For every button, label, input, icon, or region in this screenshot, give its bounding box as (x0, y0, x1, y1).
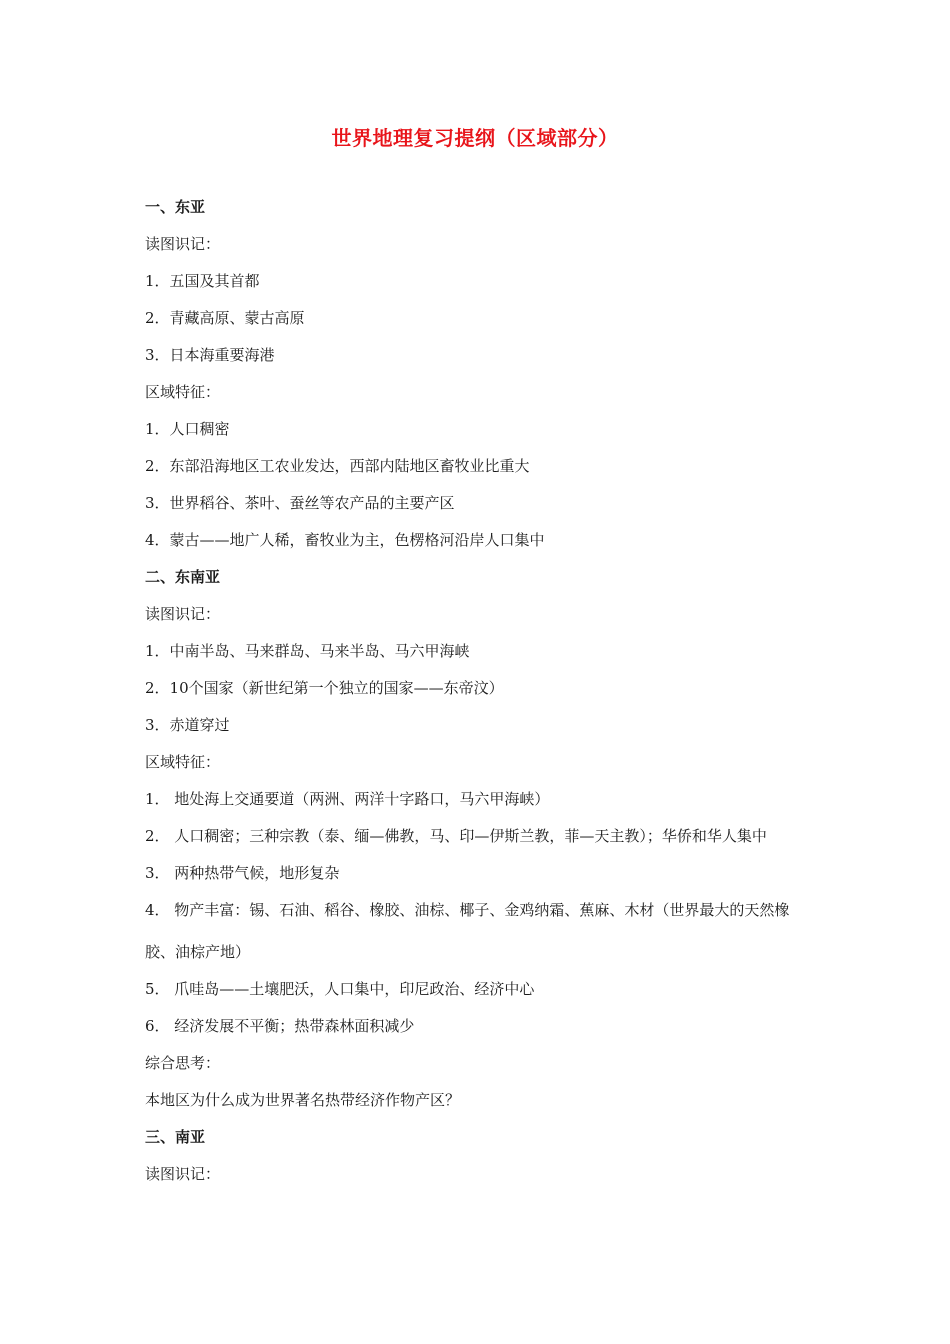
list-item: 1．五国及其首都 (145, 272, 260, 290)
list-item: 1． 地处海上交通要道（两洲、两洋十字路口，马六甲海峡） (145, 790, 550, 808)
document-title: 世界地理复习提纲（区域部分） (331, 126, 619, 150)
think-question: 本地区为什么成为世界著名热带经济作物产区？ (145, 1091, 461, 1109)
map-label: 读图识记： (145, 235, 221, 253)
map-label: 读图识记： (145, 605, 221, 623)
list-item: 2．青藏高原、蒙古高原 (145, 309, 305, 327)
list-item: 2．东部沿海地区工农业发达，西部内陆地区畜牧业比重大 (145, 457, 530, 475)
document-body (145, 196, 805, 1200)
list-item: 3．世界稻谷、茶叶、蚕丝等农产品的主要产区 (145, 494, 455, 512)
list-item: 4．蒙古——地广人稀，畜牧业为主，色楞格河沿岸人口集中 (145, 531, 545, 549)
map-label: 读图识记： (145, 1165, 221, 1183)
list-item: 3．日本海重要海港 (145, 346, 275, 364)
list-item: 1．人口稠密 (145, 420, 230, 438)
list-item: 3． 两种热带气候，地形复杂 (145, 864, 340, 882)
section-heading-east-asia: 一、东亚 (145, 198, 206, 216)
list-item: 2．10个国家（新世纪第一个独立的国家——东帝汶） (145, 679, 504, 697)
list-item: 1．中南半岛、马来群岛、马来半岛、马六甲海峡 (145, 642, 470, 660)
think-label: 综合思考： (145, 1054, 221, 1072)
list-item: 4． 物产丰富：锡、石油、稻谷、橡胶、油棕、椰子、金鸡纳霜、蕉麻、木材（世界最大的天然橡胶、油棕产地） (145, 901, 790, 961)
list-item: 6． 经济发展不平衡；热带森林面积减少 (145, 1017, 415, 1035)
section-heading-south-asia: 三、南亚 (145, 1128, 206, 1146)
feature-label: 区域特征： (145, 383, 221, 401)
section-heading-southeast-asia: 二、东南亚 (145, 568, 221, 586)
list-item: 5． 爪哇岛——土壤肥沃，人口集中，印尼政治、经济中心 (145, 980, 535, 998)
feature-label: 区域特征： (145, 753, 221, 771)
list-item: 2． 人口稠密；三种宗教（泰、缅—佛教，马、印—伊斯兰教，菲—天主教）；华侨和华人集中 (145, 827, 767, 845)
list-item: 3．赤道穿过 (145, 716, 230, 734)
